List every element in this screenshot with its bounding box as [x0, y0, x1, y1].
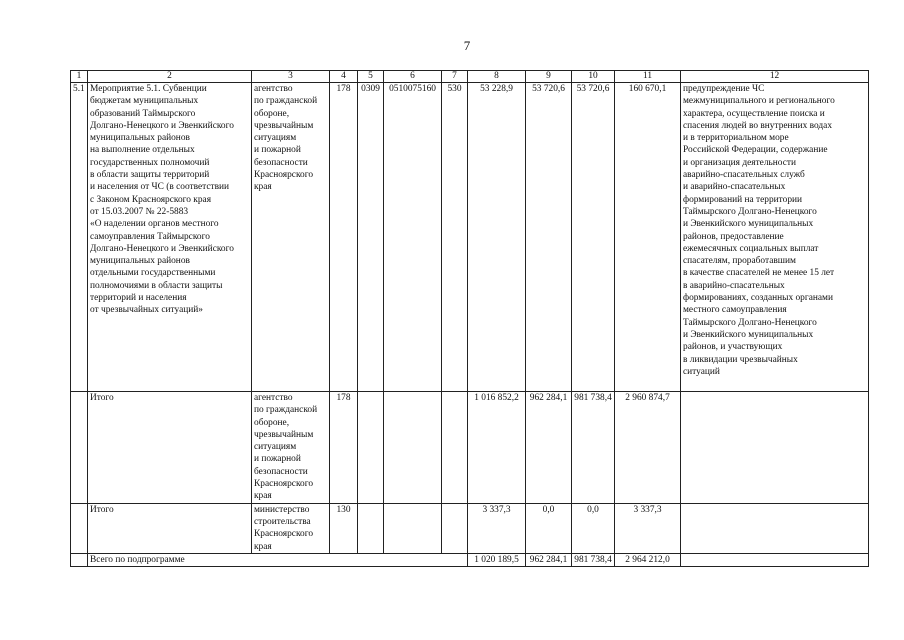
rzpr-code-cell: 0309 [358, 83, 384, 392]
vr-code-cell: 530 [442, 83, 468, 392]
col-header-2: 2 [88, 71, 252, 83]
grbs-code-cell: 130 [330, 503, 358, 553]
subprogram-activities-table [70, 70, 869, 567]
executor-cell: агентство по гражданской обороне, чрезвычайным ситуациям и пожарной безопасности Красноярского края [252, 83, 330, 392]
empty-cell [358, 503, 384, 553]
empty-cell [681, 392, 869, 504]
csr-code-cell: 0510075160 [384, 83, 442, 392]
period-total-cell: 2 964 212,0 [615, 553, 681, 566]
itogo-label-cell: Итого [88, 392, 252, 504]
col-header-12: 12 [681, 71, 869, 83]
row-number-cell: 5.1 [71, 83, 88, 392]
col-header-1: 1 [71, 71, 88, 83]
col-header-10: 10 [572, 71, 615, 83]
year2-amount-cell: 0,0 [526, 503, 572, 553]
executor-cell: агентство по гражданской обороне, чрезвычайным ситуациям и пожарной безопасности Красноярского края [252, 392, 330, 504]
year3-amount-cell: 981 738,4 [572, 553, 615, 566]
empty-cell [358, 392, 384, 504]
col-header-3: 3 [252, 71, 330, 83]
empty-cell [384, 392, 442, 504]
empty-cell [71, 392, 88, 504]
empty-cell [681, 553, 869, 566]
grbs-code-cell: 178 [330, 83, 358, 392]
year3-amount-cell: 0,0 [572, 503, 615, 553]
expected-result-cell: предупреждение ЧС межмуниципального и регионального характера, осуществление поиска и спасения людей во внутренних водах и в территориальном море Российской Федерации, содержание и организация деятельности аварийно-спасательных служб и аварийно-спасательных формирований на территории Таймырского Долгано-Ненецкого и Эвенкийского муниципальных районов, предоставление ежемесячных социальных выплат спасателям, проработавшим в качестве спасателей не менее 15 лет в аварийно-спасательных формированиях, созданных органами местного самоуправления Таймырского Долгано-Ненецкого и Эвенкийского муниципальных районов, и участвующих в ликвидации чрезвычайных ситуаций [681, 83, 869, 392]
period-total-cell: 3 337,3 [615, 503, 681, 553]
executor-cell: министерство строительства Красноярского края [252, 503, 330, 553]
col-header-8: 8 [468, 71, 526, 83]
col-header-4: 4 [330, 71, 358, 83]
year2-amount-cell: 53 720,6 [526, 83, 572, 392]
page-number: 7 [463, 38, 471, 53]
year3-amount-cell: 53 720,6 [572, 83, 615, 392]
grand-total-label-cell: Всего по подпрограмме [88, 553, 468, 566]
col-header-6: 6 [384, 71, 442, 83]
period-total-cell: 160 670,1 [615, 83, 681, 392]
year2-amount-cell: 962 284,1 [526, 553, 572, 566]
empty-cell [442, 392, 468, 504]
empty-cell [71, 553, 88, 566]
table-row-itogo-agency [71, 392, 869, 504]
table-row-grand-total [71, 553, 869, 566]
itogo-label-cell: Итого [88, 503, 252, 553]
empty-cell [384, 503, 442, 553]
measure-name-cell: Мероприятие 5.1. Субвенции бюджетам муниципальных образований Таймырского Долгано-Ненецкого и Эвенкийского муниципальных районов на выполнение отдельных государственных полномочий в области защиты территорий и населения от ЧС (в соответствии с Законом Красноярского края от 15.03.2007 № 22-5883 «О наделении органов местного самоуправления Таймырского Долгано-Ненецкого и Эвенкийского муниципальных районов отдельными государственными полномочиями в области защиты территорий и населения от чрезвычайных ситуаций» [88, 83, 252, 392]
col-header-7: 7 [442, 71, 468, 83]
col-header-9: 9 [526, 71, 572, 83]
year2-amount-cell: 962 284,1 [526, 392, 572, 504]
table-row-measure-5-1 [71, 83, 869, 392]
year1-amount-cell: 53 228,9 [468, 83, 526, 392]
empty-cell [681, 503, 869, 553]
table-row-itogo-ministry [71, 503, 869, 553]
period-total-cell: 2 960 874,7 [615, 392, 681, 504]
col-header-11: 11 [615, 71, 681, 83]
empty-cell [71, 503, 88, 553]
col-header-5: 5 [358, 71, 384, 83]
empty-cell [442, 503, 468, 553]
year1-amount-cell: 1 020 189,5 [468, 553, 526, 566]
column-number-row [71, 71, 869, 83]
year1-amount-cell: 1 016 852,2 [468, 392, 526, 504]
grbs-code-cell: 178 [330, 392, 358, 504]
year1-amount-cell: 3 337,3 [468, 503, 526, 553]
year3-amount-cell: 981 738,4 [572, 392, 615, 504]
